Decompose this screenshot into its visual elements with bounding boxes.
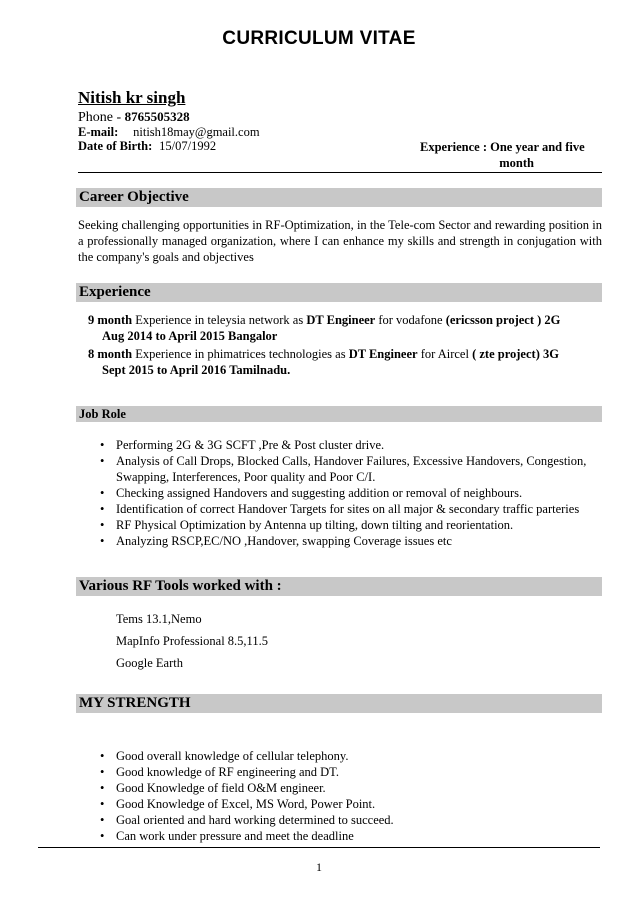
list-item-text: Can work under pressure and meet the deadline (116, 829, 354, 843)
bullet-icon: • (100, 781, 105, 795)
bullet-icon: • (100, 454, 105, 468)
experience-employer: for Aircel (420, 347, 469, 361)
dob-row (78, 139, 216, 154)
list-item (100, 812, 600, 828)
experience-summary-line2: month (499, 156, 534, 170)
list-item-text: Good Knowledge of field O&M engineer. (116, 781, 326, 795)
candidate-name: Nitish kr singh (78, 88, 186, 107)
header-divider (78, 172, 602, 173)
list-item (100, 748, 600, 764)
experience-text: Experience in phimatrices technologies as (135, 347, 346, 361)
bullet-icon: • (100, 518, 105, 532)
list-item-text: Performing 2G & 3G SCFT ,Pre & Post cluster drive. (116, 438, 385, 452)
experience-list (88, 312, 588, 380)
document-title: CURRICULUM VITAE (222, 28, 416, 49)
footer-divider (38, 847, 600, 848)
list-item (100, 533, 600, 549)
job-role-list (100, 437, 600, 549)
career-objective-text: Seeking challenging opportunities in RF-Optimization, in the Tele-com Sector and rewarding position in a professionally managed organization, where I can enhance my skills and strength in conjugation with the company's goals and objectives (78, 218, 602, 264)
bullet-icon: • (100, 813, 105, 827)
experience-duration: 8 month (88, 347, 133, 361)
strength-list (100, 748, 600, 844)
list-item (100, 485, 600, 501)
list-item (100, 437, 600, 453)
bullet-icon: • (100, 486, 105, 500)
list-item-text: Good overall knowledge of cellular telephony. (116, 749, 349, 763)
list-item (100, 780, 600, 796)
experience-item (88, 346, 588, 378)
experience-item (88, 312, 588, 344)
dob-value: 15/07/1992 (159, 139, 217, 153)
experience-duration: 9 month (88, 313, 133, 327)
experience-period: Aug 2014 to April 2015 Bangalor (102, 329, 278, 343)
list-item (100, 501, 600, 517)
rf-tools-list (116, 608, 268, 674)
experience-project: (ericsson project ) 2G (445, 313, 561, 327)
bullet-icon: • (100, 502, 105, 516)
experience-project: ( zte project) 3G (472, 347, 559, 361)
list-item-text: Checking assigned Handovers and suggesting addition or removal of neighbours. (116, 486, 523, 500)
list-item (100, 796, 600, 812)
bullet-icon: • (100, 534, 105, 548)
list-item: MapInfo Professional 8.5,11.5 (116, 634, 268, 648)
phone-label: Phone - (78, 110, 122, 125)
list-item (100, 517, 600, 533)
phone-row (78, 109, 190, 126)
experience-heading: Experience (76, 283, 602, 302)
experience-employer: for vodafone (378, 313, 443, 327)
list-item (100, 453, 600, 485)
list-item: Tems 13.1,Nemo (116, 612, 202, 626)
experience-summary (420, 139, 600, 171)
rf-tools-heading: Various RF Tools worked with : (76, 577, 602, 596)
bullet-icon: • (100, 765, 105, 779)
dob-label: Date of Birth: (78, 139, 153, 153)
list-item (100, 764, 600, 780)
list-item (100, 828, 600, 844)
career-objective-heading: Career Objective (76, 188, 602, 207)
bullet-icon: • (100, 438, 105, 452)
bullet-icon: • (100, 829, 105, 843)
email-row (78, 125, 260, 140)
list-item-text: RF Physical Optimization by Antenna up tilting, down tilting and reorientation. (116, 518, 514, 532)
bullet-icon: • (100, 749, 105, 763)
experience-role: DT Engineer (348, 347, 418, 361)
experience-role: DT Engineer (306, 313, 376, 327)
page-number: 1 (316, 860, 322, 874)
list-item-text: Good knowledge of RF engineering and DT. (116, 765, 339, 779)
list-item-text: Goal oriented and hard working determined to succeed. (116, 813, 394, 827)
phone-value: 8765505328 (124, 109, 190, 124)
list-item-text: Analysis of Call Drops, Blocked Calls, Handover Failures, Excessive Handovers, Congestion, Swapping, Interferences, Poor quality and Poor C/I. (116, 454, 587, 484)
bullet-icon: • (100, 797, 105, 811)
strength-heading: MY STRENGTH (76, 694, 602, 713)
list-item-text: Identification of correct Handover Targets for sites on all major & secondary traffic parteries (116, 502, 580, 516)
experience-period: Sept 2015 to April 2016 Tamilnadu. (102, 363, 291, 377)
email-label: E-mail: (78, 125, 119, 139)
experience-summary-line1: Experience : One year and five (420, 140, 585, 154)
list-item-text: Good Knowledge of Excel, MS Word, Power Point. (116, 797, 376, 811)
email-value: nitish18may@gmail.com (133, 125, 260, 139)
experience-text: Experience in teleysia network as (135, 313, 304, 327)
list-item-text: Analyzing RSCP,EC/NO ,Handover, swapping Coverage issues etc (116, 534, 452, 548)
job-role-heading: Job Role (76, 406, 602, 422)
list-item: Google Earth (116, 656, 183, 670)
